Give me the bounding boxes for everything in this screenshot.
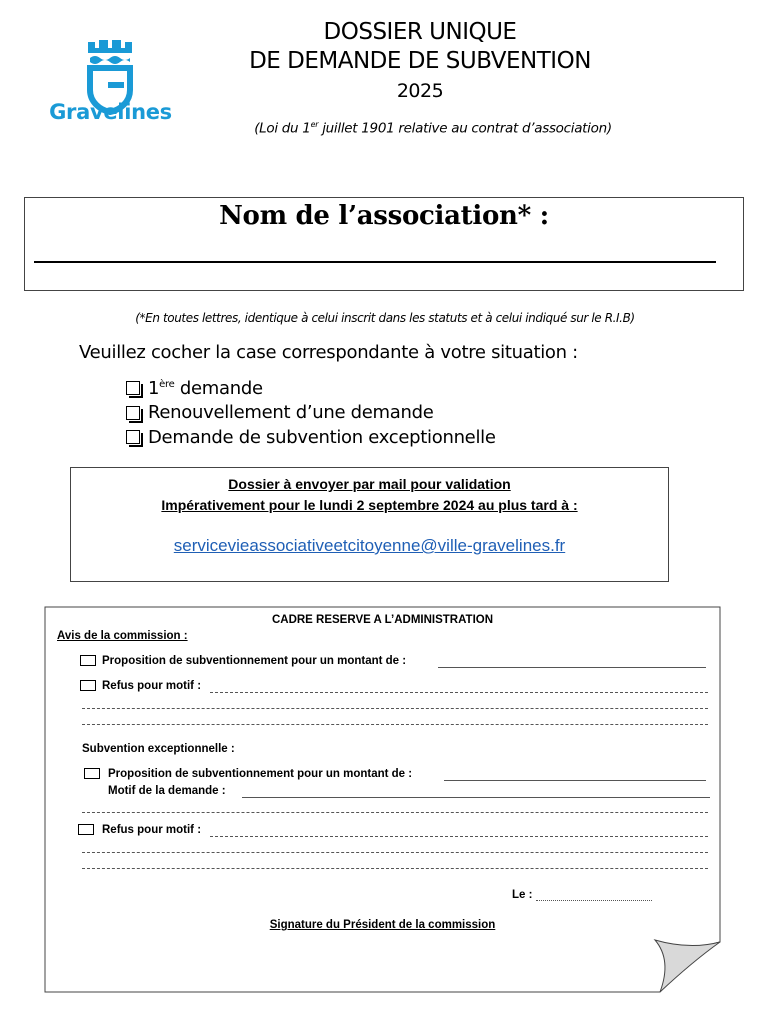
amount-field[interactable]	[438, 667, 706, 668]
mail-line-2: Impérativement pour le lundi 2 septembre 2024 au plus tard à :	[161, 497, 578, 513]
exceptional-refusal-label: Refus pour motif :	[102, 824, 202, 836]
commission-opinion-label: Avis de la commission :	[57, 630, 188, 642]
request-reason-field[interactable]	[242, 797, 710, 798]
refusal-reason-field[interactable]	[210, 692, 708, 693]
proposition-checkbox[interactable]	[80, 655, 96, 666]
page-curl-icon	[655, 940, 720, 992]
exceptional-label: Subvention exceptionnelle :	[82, 743, 235, 755]
exceptional-refusal-line[interactable]	[82, 852, 708, 853]
date-label: Le :	[512, 889, 533, 901]
choice-label: 1ère demande	[148, 377, 263, 399]
request-reason-line[interactable]	[82, 812, 708, 813]
choice-label: Renouvellement d’une demande	[148, 402, 434, 424]
refusal-reason-line[interactable]	[82, 724, 708, 725]
signature-label: Signature du Président de la commission	[269, 919, 496, 931]
name-note: (*En toutes lettres, identique à celui inscrit dans les statuts et à celui indiqué sur le R.I.B)	[135, 311, 635, 325]
choice-label: Demande de subvention exceptionnelle	[148, 426, 496, 448]
exceptional-refusal-field[interactable]	[210, 836, 708, 837]
email-link[interactable]: servicevieassociativeetcitoyenne@ville-gravelines.fr	[173, 536, 566, 555]
brand-logo-text: Gravelines	[49, 100, 172, 124]
admin-title: CADRE RESERVE A L’ADMINISTRATION	[271, 614, 494, 626]
law-reference: (Loi du 1er juillet 1901 relative au contrat d’association)	[254, 120, 612, 137]
exceptional-proposition-checkbox[interactable]	[84, 768, 100, 779]
refusal-checkbox[interactable]	[80, 680, 96, 691]
refusal-reason-line[interactable]	[82, 708, 708, 709]
mail-line-1: Dossier à envoyer par mail pour validation	[228, 476, 511, 492]
title-line-2: DE DEMANDE DE SUBVENTION	[249, 48, 591, 74]
request-reason-label: Motif de la demande :	[108, 785, 226, 797]
proposition-label: Proposition de subventionnement pour un montant de :	[102, 655, 407, 667]
exceptional-refusal-checkbox[interactable]	[78, 824, 94, 835]
instructions: Veuillez cocher la case correspondante à votre situation :	[79, 342, 578, 363]
exceptional-proposition-label: Proposition de subventionnement pour un montant de :	[108, 768, 413, 780]
date-field[interactable]	[536, 900, 652, 901]
title-line-1: DOSSIER UNIQUE	[323, 19, 517, 45]
exceptional-refusal-line[interactable]	[82, 868, 708, 869]
exceptional-amount-field[interactable]	[444, 780, 706, 781]
association-name-label: Nom de l’association* :	[219, 201, 549, 231]
refusal-label: Refus pour motif :	[102, 680, 202, 692]
title-year: 2025	[396, 80, 444, 102]
